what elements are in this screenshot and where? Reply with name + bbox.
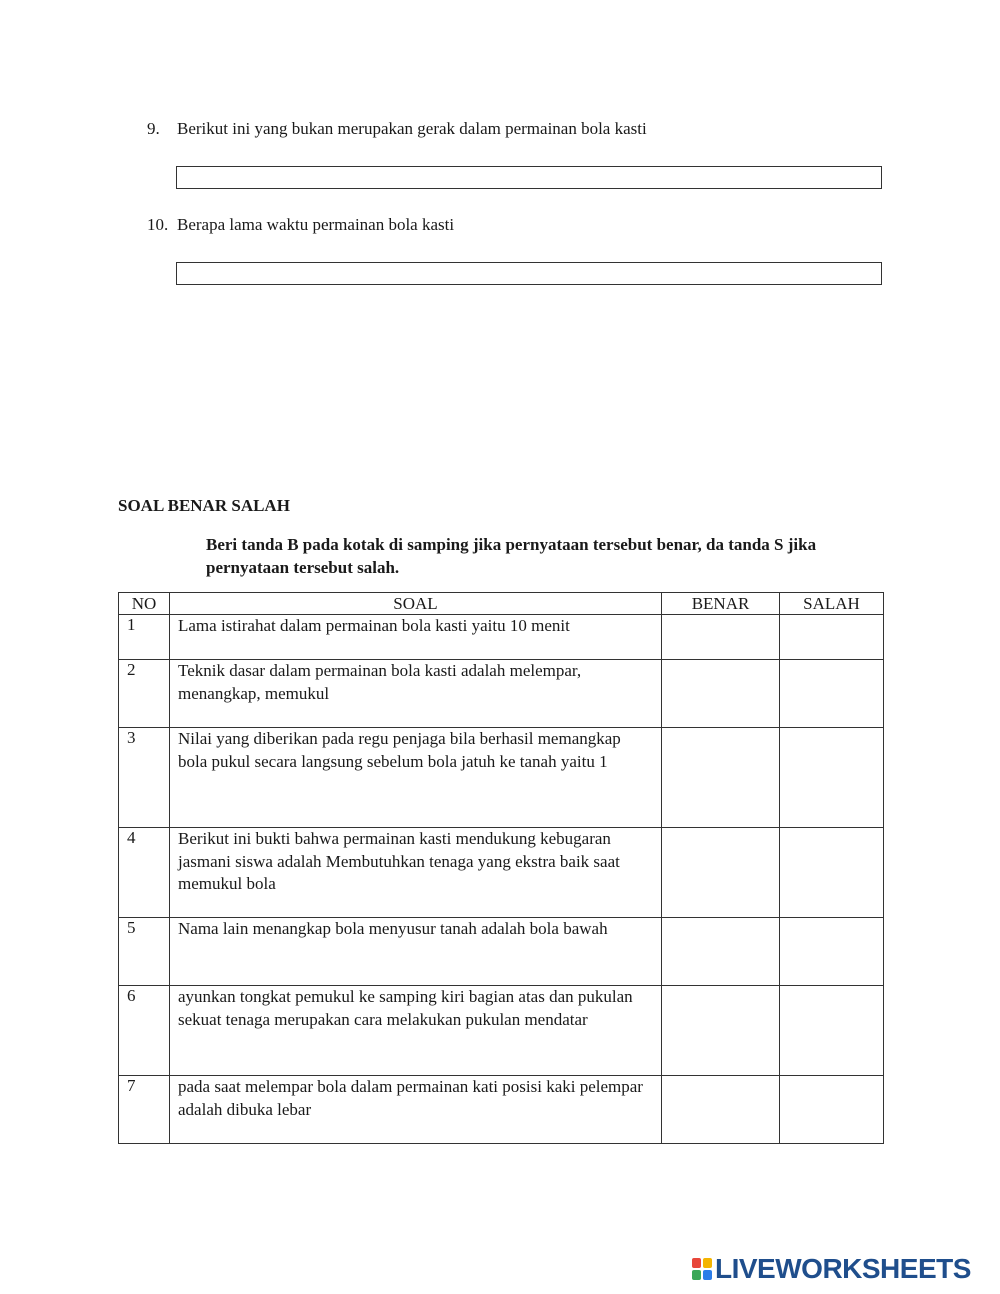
question-9: [147, 119, 647, 139]
question-number: 9.: [147, 119, 160, 138]
table-row: [119, 660, 884, 728]
salah-cell[interactable]: [780, 986, 884, 1076]
logo-square: [692, 1270, 701, 1280]
answer-input-10[interactable]: [176, 262, 882, 285]
salah-cell[interactable]: [780, 728, 884, 828]
row-number: 6: [119, 986, 170, 1076]
row-number: 3: [119, 728, 170, 828]
benar-cell[interactable]: [662, 1076, 780, 1144]
question-10: [147, 215, 454, 235]
row-number: 5: [119, 918, 170, 986]
question-text: Berikut ini yang bukan merupakan gerak dalam permainan bola kasti: [177, 119, 647, 138]
question-number: 10.: [147, 215, 169, 234]
row-number: 2: [119, 660, 170, 728]
header-soal: SOAL: [170, 593, 662, 615]
section-title: SOAL BENAR SALAH: [118, 496, 290, 515]
logo-square: [703, 1270, 712, 1280]
table-header-row: [119, 593, 884, 615]
table-row: [119, 918, 884, 986]
answer-input-9[interactable]: [176, 166, 882, 189]
header-no: NO: [119, 593, 170, 615]
logo-icon: [691, 1257, 713, 1281]
true-false-table: [118, 592, 884, 1144]
benar-cell[interactable]: [662, 918, 780, 986]
table-row: [119, 615, 884, 660]
salah-cell[interactable]: [780, 918, 884, 986]
row-number: 1: [119, 615, 170, 660]
table-row: [119, 986, 884, 1076]
row-statement: pada saat melempar bola dalam permainan kati posisi kaki pelempar adalah dibuka lebar: [170, 1076, 662, 1144]
liveworksheets-logo: [691, 1255, 971, 1283]
row-number: 4: [119, 828, 170, 918]
row-number: 7: [119, 1076, 170, 1144]
instruction-text: Beri tanda B pada kotak di samping jika pernyataan tersebut benar, da tanda S jika pernyataan tersebut salah.: [206, 535, 817, 577]
row-statement: Nilai yang diberikan pada regu penjaga bila berhasil memangkap bola pukul secara langsung sebelum bola jatuh ke tanah yaitu 1: [170, 728, 662, 828]
row-statement: Lama istirahat dalam permainan bola kasti yaitu 10 menit: [170, 615, 662, 660]
benar-cell[interactable]: [662, 615, 780, 660]
table-row: [119, 1076, 884, 1144]
header-salah: SALAH: [780, 593, 884, 615]
salah-cell[interactable]: [780, 1076, 884, 1144]
benar-cell[interactable]: [662, 660, 780, 728]
logo-square: [692, 1258, 701, 1268]
salah-cell[interactable]: [780, 615, 884, 660]
logo-square: [703, 1258, 712, 1268]
question-text: Berapa lama waktu permainan bola kasti: [177, 215, 455, 234]
header-benar: BENAR: [662, 593, 780, 615]
row-statement: Berikut ini bukti bahwa permainan kasti mendukung kebugaran jasmani siswa adalah Membutuhkan tenaga yang ekstra baik saat memukul bola: [170, 828, 662, 918]
benar-cell[interactable]: [662, 728, 780, 828]
table-row: [119, 728, 884, 828]
row-statement: ayunkan tongkat pemukul ke samping kiri bagian atas dan pukulan sekuat tenaga merupakan cara melakukan pukulan mendatar: [170, 986, 662, 1076]
benar-cell[interactable]: [662, 828, 780, 918]
row-statement: Teknik dasar dalam permainan bola kasti adalah melempar, menangkap, memukul: [170, 660, 662, 728]
table-row: [119, 828, 884, 918]
logo-text: LIVEWORKSHEETS: [715, 1253, 971, 1284]
row-statement: Nama lain menangkap bola menyusur tanah adalah bola bawah: [170, 918, 662, 986]
salah-cell[interactable]: [780, 828, 884, 918]
benar-cell[interactable]: [662, 986, 780, 1076]
salah-cell[interactable]: [780, 660, 884, 728]
